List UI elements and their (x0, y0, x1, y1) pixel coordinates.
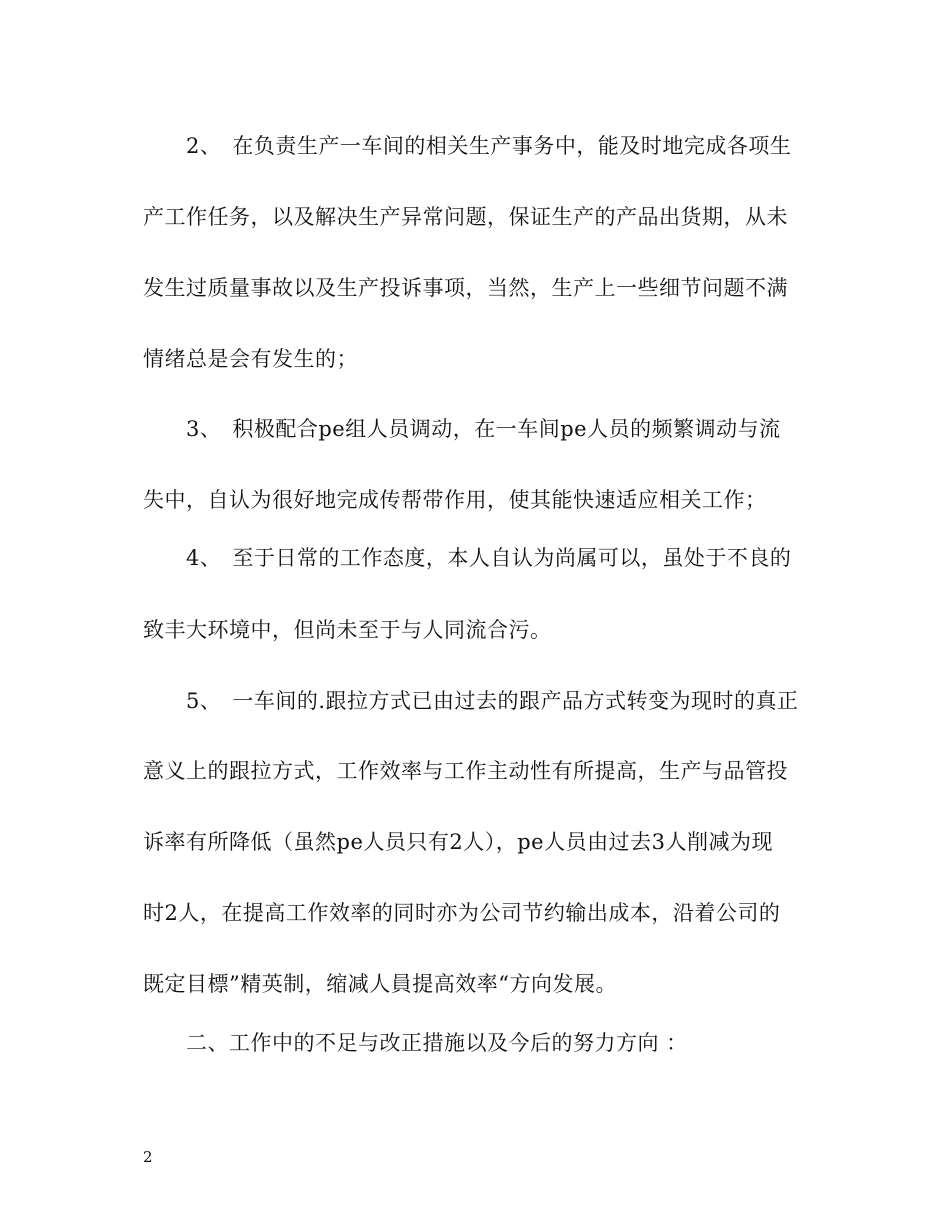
paragraph-line: 4、 至于日常的工作态度，本人自认为尚属可以，虽处于不良的 (186, 546, 792, 570)
paragraph-line: 意义上的跟拉方式，工作效率与工作主动性有所提高，生产与品管投 (143, 759, 788, 783)
paragraph-line: 情绪总是会有发生的； (143, 347, 358, 371)
paragraph-line: 发生过质量事故以及生产投诉事项，当然，生产上一些细节问题不满 (143, 276, 788, 300)
paragraph-line: 时2人，在提高工作效率的同时亦为公司节约输出成本，沿着公司的 (143, 901, 781, 925)
page-number: 2 (143, 1148, 153, 1166)
paragraph-line: 致丰大环境中，但尚未至于与人同流合污。 (143, 618, 552, 642)
paragraph-line: 2、 在负责生产一车间的相关生产事务中，能及时地完成各项生 (186, 134, 792, 158)
paragraph-line: 产工作任务，以及解决生产异常问题，保证生产的产品出货期，从未 (143, 205, 788, 229)
section-heading: 二、工作中的不足与改正措施以及今后的努力方向 ： (186, 1031, 688, 1055)
paragraph-line: 5、 一车间的.跟拉方式已由过去的跟产品方式转变为现时的真正 (186, 689, 799, 713)
paragraph-line: 失中，自认为很好地完成传帮带作用，使其能快速适应相关工作； (143, 488, 767, 512)
paragraph-line: 诉率有所降低（虽然pe人员只有2人），pe人员由过去3人削减为现 (143, 830, 773, 854)
paragraph-line: 既定目標”精英制，缩减人員提高效率“方向发展。 (143, 972, 617, 996)
paragraph-line: 3、 积极配合pe组人员调动，在一车间pe人员的频繁调动与流 (186, 417, 781, 441)
